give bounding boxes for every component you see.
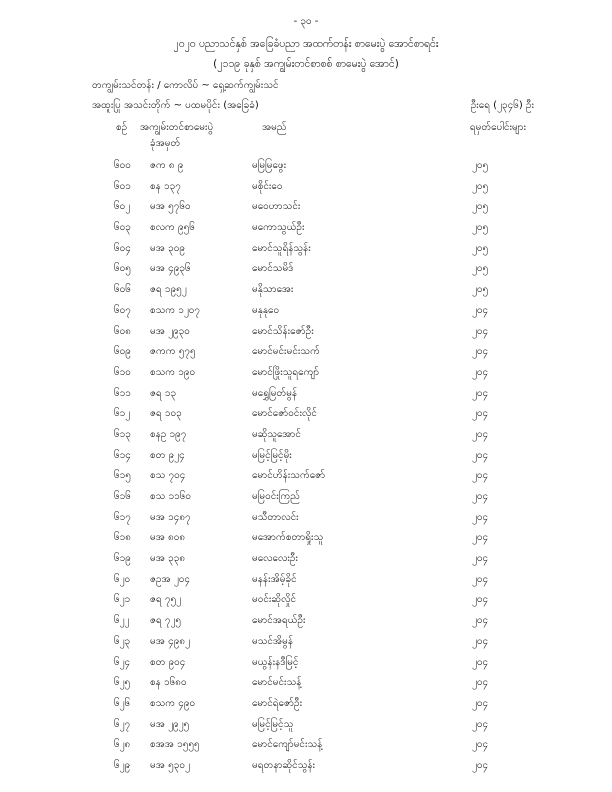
page-number: - ၃၀ - (293, 16, 319, 27)
row-number: ၆၀၆ (114, 284, 131, 296)
row-number: ၆၁၁ (114, 387, 131, 399)
score: ၂၀၄ (472, 677, 489, 689)
table-row (0, 278, 612, 299)
score: ၂၀၄ (472, 573, 489, 585)
column-header-name: အမည် (262, 122, 287, 133)
roll-number: စတ ၉၂၄ (150, 449, 185, 461)
table-row (0, 754, 612, 775)
row-number: ၆၂၀ (114, 573, 131, 585)
student-name: မောင်ဟိန်းသက်ဇော် (252, 470, 326, 482)
score: ၂၀၄ (472, 470, 489, 482)
student-name: မမြင့်မြင့်မိုး (252, 449, 292, 461)
column-header-score: ရမှတ်ပေါင်းများ (469, 122, 526, 133)
roll-number: စလက ၉၅၆ (150, 222, 195, 234)
table-row (0, 588, 612, 609)
roll-number: မအ ၅၃၀၂ (150, 759, 190, 771)
row-number: ၆၂၃ (114, 635, 131, 647)
score: ၂၀၄ (472, 428, 489, 440)
row-number: ၆၁၅ (114, 470, 131, 482)
table-row (0, 526, 612, 547)
table-row (0, 361, 612, 382)
row-number: ၆၂၂ (114, 615, 130, 627)
column-header-roll: အကျွမ်းတင်စာမေးပွဲ (140, 122, 214, 133)
roll-number: စန ၁၆၈၀ (150, 677, 187, 689)
student-name: မောင်အရယ်ဦး (252, 615, 306, 627)
table-row (0, 568, 612, 589)
roll-number: ဇက ၈ ၉ (150, 160, 184, 171)
row-number: ၆၁၆ (114, 491, 131, 502)
table-row (0, 423, 612, 444)
student-name: မောင်သိန်းဇော်ဦး (252, 325, 314, 337)
student-name: မနန်းအိမ့်ခိုင် (252, 573, 297, 585)
row-number: ၆၁၀ (114, 366, 131, 378)
row-number: ၆၂၈ (114, 739, 131, 751)
student-name: မစိုင်းဝေ (252, 180, 283, 192)
student-name: မလေလေးဦး (252, 553, 298, 565)
row-number: ၆၀၂ (114, 201, 131, 213)
roll-number: စအအ ၁၅၅၅ (150, 739, 200, 751)
table-row (0, 464, 612, 485)
row-number: ၆၂၇ (114, 718, 131, 730)
roll-number: မအ ၃၀၉ (150, 242, 185, 254)
score: ၂၀၄ (472, 387, 489, 399)
document-subtitle: (၂၁၁၉ ခုနှစ် အကျွမ်းတင်စာစစ် စာမေးပွဲ အောင်) (213, 58, 399, 70)
table-row (0, 257, 612, 278)
score: ၂၀၅ (472, 160, 489, 171)
score: ၂၀၄ (472, 635, 489, 647)
score: ၂၀၅ (472, 242, 489, 254)
student-name: မောင်ဖြိုးသူရကျော် (252, 366, 320, 378)
table-row (0, 195, 612, 216)
row-number: ၆၀၁ (114, 180, 131, 192)
table-row (0, 547, 612, 568)
roll-number: စနဥ ၁၉၇ (150, 428, 187, 440)
score: ၂၀၄ (472, 759, 489, 771)
row-number: ၆၀၉ (114, 346, 131, 358)
region-line: တကျွမ်းသင်တန်း / ကောလိပ် ~ ရှေ့ဆက်ကျွမ်းသင် (92, 80, 279, 91)
row-number: ၆၀၅ (114, 263, 131, 275)
roll-number: ဇဥအ ၂၀၄ (150, 573, 191, 585)
roll-number: ဇရ ၇၂၅ (150, 615, 182, 627)
score: ၂၀၄ (472, 346, 489, 358)
row-number: ၆၂၄ (114, 656, 131, 668)
table-row (0, 630, 612, 651)
office-line: အထူးပြု အသင်းတိုက် ~ ပထမပိုင်း (အခြေခံ) (92, 100, 259, 111)
roll-number: စသ ၇၀၄ (150, 470, 186, 482)
roll-number: မအ ၂၉၂၅ (150, 718, 190, 730)
score: ၂၀၄ (472, 449, 489, 461)
results-table (0, 154, 612, 775)
roll-number: စသ ၁၁၆၀ (150, 491, 191, 502)
row-number: ၆၁၄ (114, 449, 131, 461)
table-row (0, 671, 612, 692)
score: ၂၀၄ (472, 553, 489, 565)
roll-number: မအ ၅၇၆၀ (150, 201, 191, 213)
student-name: မကောသွယ်ဦး (252, 222, 305, 234)
student-name: မမြဝင်းကြည် (252, 491, 300, 502)
table-row (0, 692, 612, 713)
score: ၂၀၄ (472, 656, 489, 668)
table-row (0, 299, 612, 320)
score: ၂၀၄ (472, 739, 489, 751)
roll-number: ဇကက ၅၇၅ (150, 346, 196, 358)
student-name: မောင်မင်းသန့် (252, 677, 302, 689)
row-number: ၆၀၀ (114, 160, 131, 171)
row-number: ၆၁၈ (114, 532, 131, 544)
column-header-roll-line2: ခုံအမှတ် (150, 138, 181, 149)
roll-number: စသက ၁၉၀ (150, 366, 196, 378)
row-number: ၆၂၆ (114, 697, 131, 709)
row-number: ၆၀၈ (114, 325, 131, 337)
student-name: မောင်သူရိန်သွန်း (252, 242, 311, 254)
row-number: ၆၂၉ (114, 759, 131, 771)
roll-number: စတ ၉၀၄ (150, 656, 186, 668)
total-count: ဦးရေ (၂၃၄၆) ဦး (470, 100, 534, 111)
row-number: ၆၂၅ (114, 677, 131, 689)
row-number: ၆၀၇ (114, 304, 131, 316)
score: ၂၀၄ (472, 532, 489, 544)
row-number: ၆၁၇ (114, 511, 131, 523)
student-name: မမြမြဖွေး (252, 160, 287, 171)
table-row (0, 609, 612, 630)
score: ၂၀၄ (472, 491, 489, 502)
roll-number: ဇရ ၇၅၂ (150, 594, 182, 606)
score: ၂၀၅ (472, 284, 489, 296)
score: ၂၀၅ (472, 201, 489, 213)
roll-number: မအ ၁၄၈၇ (150, 511, 191, 523)
student-name: မောင်ကျော်မင်းသန့် (252, 739, 323, 751)
roll-number: မအ ၄၉၈၂ (150, 635, 190, 647)
table-row (0, 382, 612, 403)
roll-number: စသက ၄၉၀ (150, 697, 196, 709)
score: ၂၀၄ (472, 511, 489, 523)
roll-number: မအ ၄၉၃၆ (150, 263, 191, 275)
roll-number: စန ၁၃၇ (150, 180, 181, 192)
row-number: ၆၁၃ (114, 428, 131, 440)
table-row (0, 320, 612, 341)
roll-number: ဇရ ၁၉၅၂ (150, 284, 187, 296)
score: ၂၀၄ (472, 697, 489, 709)
row-number: ၆၀၄ (114, 242, 131, 254)
score: ၂၀၅ (472, 180, 489, 192)
table-row (0, 485, 612, 506)
roll-number: ဇရ ၁၀၃ (150, 408, 182, 420)
table-row (0, 506, 612, 527)
column-header-number: စဉ် (116, 122, 128, 133)
score: ၂၀၄ (472, 366, 489, 378)
roll-number: မအ ၈၀၈ (150, 532, 186, 544)
roll-number: မအ ၃၃၈ (150, 553, 186, 565)
student-name: မယွန်းနဒီမြင့် (252, 656, 299, 668)
score: ၂၀၅ (472, 263, 489, 275)
student-name: မသီတာလင်း (252, 511, 299, 523)
row-number: ၆၂၁ (114, 594, 131, 606)
student-name: မရတနာဆိုင်သွန်း (252, 759, 316, 771)
student-name: မနုနုဝေ (252, 304, 280, 316)
score: ၂၀၄ (472, 304, 489, 316)
student-name: မရွှေမြတ်မွန် (252, 387, 298, 399)
student-name: မနိုသာအေး (252, 284, 294, 296)
student-name: မောင်မင်းမင်းသက် (252, 346, 320, 358)
student-name: မောင်ဇော်ဝင်းလိုင် (252, 408, 317, 420)
student-name: မမြင့်မြင့်သူ (252, 718, 294, 730)
student-name: မောင်သမိဒ် (252, 263, 294, 275)
row-number: ၆၀၃ (114, 222, 131, 234)
score: ၂၀၅ (472, 222, 489, 234)
row-number: ၆၁၉ (114, 553, 131, 565)
table-row (0, 651, 612, 672)
table-row (0, 713, 612, 734)
score: ၂၀၄ (472, 718, 489, 730)
student-name: မောင်ရဲဇော်ဦး (252, 697, 303, 709)
student-name: မဆိုသူအောင် (252, 428, 301, 440)
table-row (0, 175, 612, 196)
document-title: ၂၀၂၀ ပညာသင်နှစ် အခြေခံပညာ အထက်တန်း စာမေးပွဲ အောင်စာရင်း (173, 38, 439, 50)
roll-number: မအ ၂၉၃၀ (150, 325, 190, 337)
student-name: မဝေဟာသင်း (252, 201, 301, 213)
score: ၂၀၄ (472, 615, 489, 627)
table-row (0, 444, 612, 465)
score: ၂၀၄ (472, 325, 489, 337)
student-name: မဝင်းဆိုလှိုင် (252, 594, 297, 606)
student-name: မသင်အိမွန် (252, 635, 293, 647)
table-row (0, 340, 612, 361)
table-row (0, 237, 612, 258)
roll-number: စသက ၁၂၀၇ (150, 304, 201, 316)
table-row (0, 402, 612, 423)
table-row (0, 154, 612, 175)
table-row (0, 216, 612, 237)
score: ၂၀၄ (472, 408, 489, 420)
student-name: မအောက်စတာရှိုးသူ (252, 532, 324, 544)
table-row (0, 733, 612, 754)
score: ၂၀၄ (472, 594, 489, 606)
row-number: ၆၁၂ (114, 408, 131, 420)
roll-number: ဇရ ၁၃ (150, 387, 177, 399)
